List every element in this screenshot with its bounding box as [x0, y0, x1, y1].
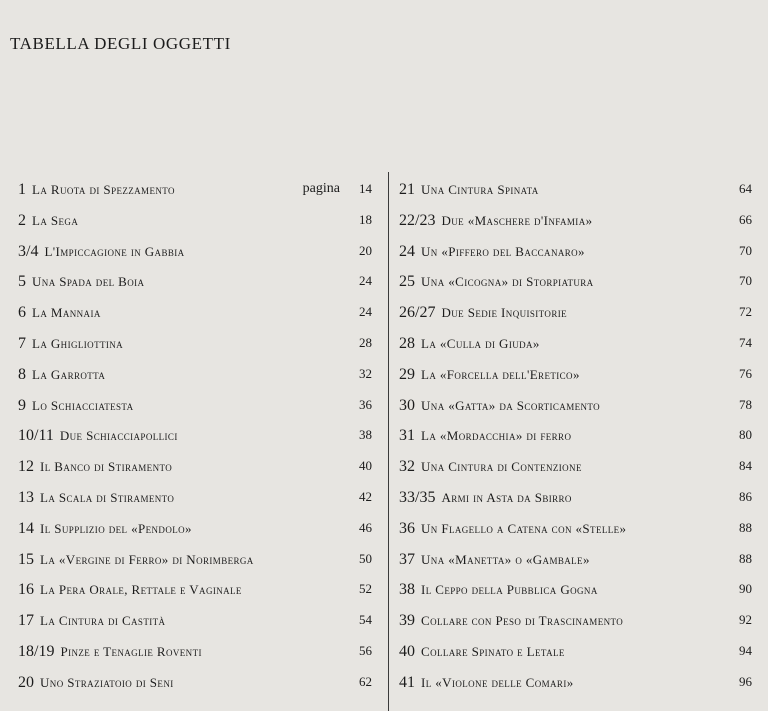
- entry-page: 74: [739, 334, 752, 350]
- toc-row: [18, 420, 372, 451]
- entry-number: 3/4: [18, 242, 39, 260]
- entry-title: La «Vergine di Ferro» di Norimberga: [40, 551, 254, 567]
- entry-title: Una «Manetta» o «Gambale»: [421, 551, 590, 567]
- entry-page: 18: [359, 211, 372, 227]
- toc-row: [18, 574, 372, 605]
- toc-row: [18, 390, 372, 421]
- entry-page: 88: [739, 550, 752, 566]
- entry-number: 20: [18, 673, 34, 691]
- entry-title: Il «Violone delle Comari»: [421, 674, 574, 690]
- entry-title: La Ruota di Spezzamento: [32, 182, 175, 197]
- entry-title: La Ghigliottina: [32, 335, 124, 351]
- toc-row: [18, 482, 372, 513]
- toc-row: [18, 513, 372, 544]
- entry-title: Uno Straziatoio di Seni: [40, 674, 174, 690]
- toc-row: [18, 205, 372, 236]
- entry-title: Una Cintura Spinata: [421, 182, 539, 197]
- entry-number: 8: [18, 365, 26, 383]
- entry-number: 7: [18, 334, 26, 352]
- entry-title: Due «Maschere d'Infamia»: [441, 212, 593, 228]
- entry-number: 6: [18, 304, 26, 322]
- entry-number: 15: [18, 550, 34, 568]
- toc-row: [399, 359, 752, 390]
- entry-page: 86: [739, 488, 752, 504]
- entry-title: Una «Gatta» da Scorticamento: [421, 397, 601, 413]
- entry-page: 94: [739, 642, 752, 658]
- entry-number: 36: [399, 519, 415, 537]
- toc-row: [399, 174, 752, 205]
- entry-number: 10/11: [18, 427, 54, 445]
- entry-title: La «Mordacchia» di ferro: [421, 428, 572, 444]
- entry-number: 40: [399, 642, 415, 660]
- entry-number: 16: [18, 581, 34, 599]
- entry-page: 46: [359, 519, 372, 535]
- entry-title: La Sega: [32, 212, 79, 228]
- entry-page: 90: [739, 581, 752, 597]
- entry-page: 84: [739, 458, 752, 474]
- entry-page: 40: [359, 458, 372, 474]
- toc-row: [399, 451, 752, 482]
- entry-title: La Garrotta: [32, 366, 106, 382]
- toc-row: [399, 513, 752, 544]
- entry-number: 18/19: [18, 642, 55, 660]
- toc-row: [18, 544, 372, 575]
- entry-number: 14: [18, 519, 34, 537]
- entry-number: 31: [399, 427, 415, 445]
- entry-title: La Cintura di Castità: [40, 613, 166, 629]
- toc-right-column: [399, 174, 752, 698]
- entry-number: 33/35: [399, 488, 436, 506]
- entry-title: L'Impiccagione in Gabbia: [44, 243, 185, 259]
- entry-title: Una Cintura di Contenzione: [421, 459, 582, 475]
- entry-number: 26/27: [399, 304, 436, 322]
- entry-number: 21: [399, 181, 415, 198]
- toc-row: [18, 236, 372, 267]
- entry-number: 1: [18, 181, 26, 198]
- entry-page: 56: [359, 642, 372, 658]
- entry-number: 17: [18, 612, 34, 630]
- entry-number: 22/23: [399, 211, 436, 229]
- toc-row: [399, 236, 752, 267]
- toc-row: [399, 667, 752, 698]
- entry-title: La Mannaia: [32, 305, 101, 321]
- toc-row: [399, 482, 752, 513]
- toc-row: [399, 390, 752, 421]
- entry-title: Il Supplizio del «Pendolo»: [40, 520, 192, 536]
- entry-number: 30: [399, 396, 415, 414]
- page-title: TABELLA DEGLI OGGETTI: [10, 34, 231, 53]
- entry-title: Una Spada del Boia: [32, 274, 145, 290]
- entry-page: 70: [739, 273, 752, 289]
- entry-number: 28: [399, 334, 415, 352]
- entry-page: 36: [359, 396, 372, 412]
- toc-row: [18, 297, 372, 328]
- entry-page: 42: [359, 488, 372, 504]
- column-divider: [388, 172, 389, 711]
- toc-row: [399, 297, 752, 328]
- entry-number: 39: [399, 612, 415, 630]
- toc-row: [399, 266, 752, 297]
- entry-number: 24: [399, 242, 415, 260]
- entry-page: 24: [359, 304, 372, 320]
- entry-title: Due Schiacciapollici: [59, 428, 178, 444]
- entry-title: Due Sedie Inquisitorie: [441, 305, 568, 321]
- toc-row: [18, 266, 372, 297]
- entry-page: 80: [739, 427, 752, 443]
- toc-row: [18, 359, 372, 390]
- entry-title: Il Banco di Stiramento: [40, 459, 173, 475]
- entry-page: 78: [739, 396, 752, 412]
- entry-page: 20: [359, 242, 372, 258]
- entry-page: 64: [739, 181, 752, 196]
- toc-row: [399, 605, 752, 636]
- toc-row: [18, 174, 372, 205]
- entry-number: 25: [399, 273, 415, 291]
- entry-page: 14: [359, 181, 372, 196]
- entry-number: 37: [399, 550, 415, 568]
- toc-row: [399, 328, 752, 359]
- toc-row: [18, 636, 372, 667]
- entry-title: Lo Schiacciatesta: [32, 397, 134, 413]
- entry-title: La Scala di Stiramento: [40, 489, 175, 505]
- entry-number: 13: [18, 488, 34, 506]
- entry-page: 76: [739, 365, 752, 381]
- entry-title: Un «Piffero del Baccanaro»: [421, 243, 585, 259]
- toc-row: [399, 420, 752, 451]
- entry-number: 29: [399, 365, 415, 383]
- toc-row: [399, 636, 752, 667]
- entry-title: Il Ceppo della Pubblica Gogna: [421, 582, 598, 598]
- entry-page: 32: [359, 365, 372, 381]
- entry-page: 28: [359, 334, 372, 350]
- entry-page: 62: [359, 673, 372, 689]
- entry-page: 38: [359, 427, 372, 443]
- entry-title: La Pera Orale, Rettale e Vaginale: [40, 582, 242, 598]
- entry-title: Collare con Peso di Trascinamento: [421, 613, 624, 629]
- entry-page: 24: [359, 273, 372, 289]
- entry-number: 9: [18, 396, 26, 414]
- entry-title: Collare Spinato e Letale: [421, 643, 565, 659]
- entry-page: 50: [359, 550, 372, 566]
- toc-row: [18, 451, 372, 482]
- entry-page: 88: [739, 519, 752, 535]
- entry-title: Pinze e Tenaglie Roventi: [60, 643, 202, 659]
- page-label: pagina: [302, 181, 340, 196]
- entry-page: 54: [359, 612, 372, 628]
- entry-page: 52: [359, 581, 372, 597]
- entry-number: 12: [18, 458, 34, 476]
- toc-row: [399, 544, 752, 575]
- entry-page: 96: [739, 673, 752, 689]
- entry-number: 2: [18, 211, 26, 229]
- toc-row: [18, 605, 372, 636]
- toc-row: [18, 667, 372, 698]
- entry-title: La «Forcella dell'Eretico»: [421, 366, 580, 382]
- entry-title: Un Flagello a Catena con «Stelle»: [421, 520, 627, 536]
- entry-number: 38: [399, 581, 415, 599]
- entry-number: 32: [399, 458, 415, 476]
- entry-title: La «Culla di Giuda»: [421, 335, 540, 351]
- entry-title: Una «Cicogna» di Storpiatura: [421, 274, 594, 290]
- entry-number: 5: [18, 273, 26, 291]
- entry-page: 92: [739, 612, 752, 628]
- toc-row: [399, 205, 752, 236]
- entry-title: Armi in Asta da Sbirro: [441, 489, 572, 505]
- toc-row: [18, 328, 372, 359]
- entry-page: 70: [739, 242, 752, 258]
- entry-page: 66: [739, 211, 752, 227]
- entry-number: 41: [399, 673, 415, 691]
- toc-left-column: [18, 174, 372, 698]
- entry-page: 72: [739, 304, 752, 320]
- toc-row: [399, 574, 752, 605]
